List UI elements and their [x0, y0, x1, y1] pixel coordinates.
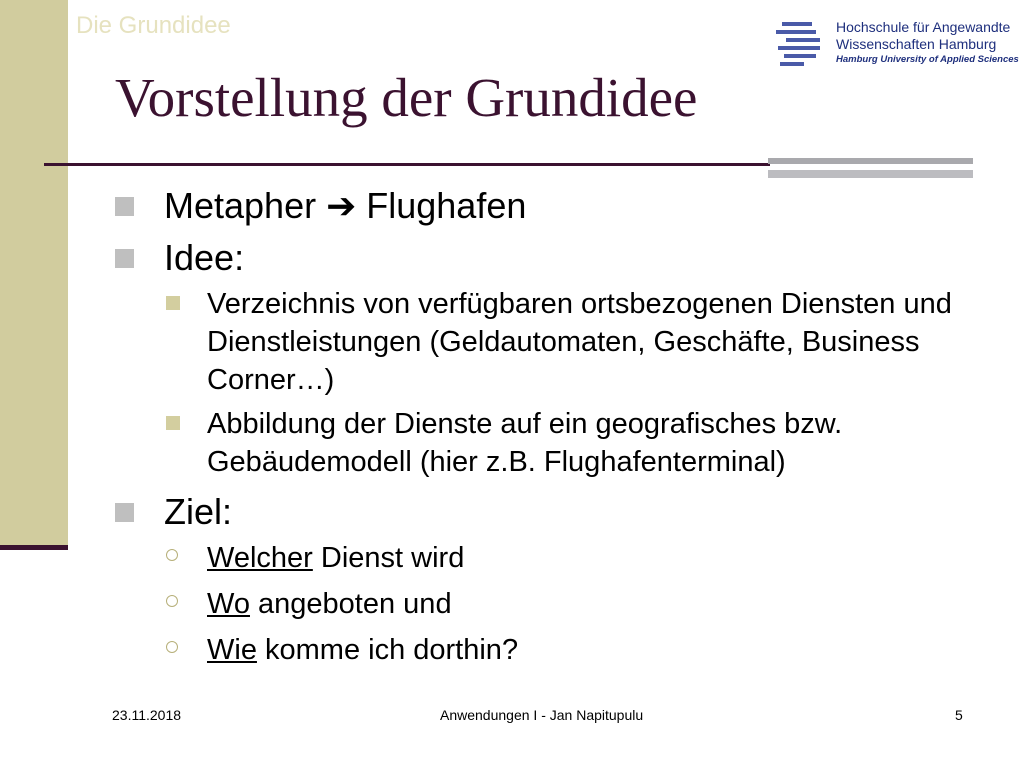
- ziel-keyword: Wo: [207, 588, 250, 620]
- bullet-text: Idee:: [164, 237, 245, 278]
- title-rule: [44, 163, 770, 166]
- sub-bullet-text: Verzeichnis von verfügbaren ortsbezogenen Diensten und Dienstleistungen (Geldautomaten, Geschäfte, Business Corner…): [207, 288, 952, 396]
- logo-text: [836, 19, 1019, 67]
- square-bullet-icon: [115, 503, 134, 522]
- logo-line-1: Hochschule für Angewandte: [836, 19, 1011, 35]
- slide-title: Vorstellung der Grundidee: [115, 67, 698, 128]
- sub-bullet-abbildung: [115, 405, 995, 481]
- circle-bullet-icon: [166, 641, 178, 653]
- sub-bullet-verzeichnis: [115, 285, 995, 399]
- square-bullet-icon: [166, 296, 180, 310]
- bullet-ziel: [115, 490, 995, 533]
- ziel-text: Dienst wird: [312, 542, 465, 574]
- slide-content: [115, 184, 995, 669]
- circle-bullet-icon: [166, 595, 178, 607]
- ziel-item: [115, 585, 995, 623]
- sub-bullet-text: Abbildung der Dienste auf ein geografisches bzw. Gebäudemodell (hier z.B. Flughafenterminal): [207, 408, 843, 478]
- logo-line-2: Wissenschaften Hamburg: [836, 36, 997, 52]
- bullet-text: Metapher ➔ Flughafen: [164, 185, 527, 226]
- footer-title: Anwendungen I - Jan Napitupulu: [440, 707, 644, 723]
- ziel-keyword: Welcher: [207, 542, 313, 574]
- square-bullet-icon: [166, 416, 180, 430]
- university-logo: [776, 19, 1019, 68]
- footer-date: 23.11.2018: [112, 707, 182, 723]
- ghost-title: Die Grundidee: [76, 12, 231, 39]
- title-rule-accent-top: [768, 158, 973, 164]
- ziel-text: angeboten und: [249, 588, 452, 620]
- sidebar-footer-bar: [0, 545, 68, 550]
- square-bullet-icon: [115, 249, 134, 268]
- sidebar-decoration: [0, 0, 68, 545]
- bullet-idee: [115, 236, 995, 279]
- title-rule-accent-bottom: [768, 170, 973, 178]
- ziel-item: [115, 631, 995, 669]
- ziel-text: komme ich dorthin?: [256, 634, 519, 666]
- footer-page-number: 5: [955, 707, 963, 723]
- bullet-metapher: [115, 184, 995, 227]
- bullet-text: Ziel:: [164, 491, 233, 532]
- logo-line-3: Hamburg University of Applied Sciences: [836, 54, 1019, 65]
- circle-bullet-icon: [166, 549, 178, 561]
- ziel-item: [115, 539, 995, 577]
- square-bullet-icon: [115, 197, 134, 216]
- ziel-keyword: Wie: [207, 634, 257, 666]
- logo-lines-icon: [776, 20, 822, 68]
